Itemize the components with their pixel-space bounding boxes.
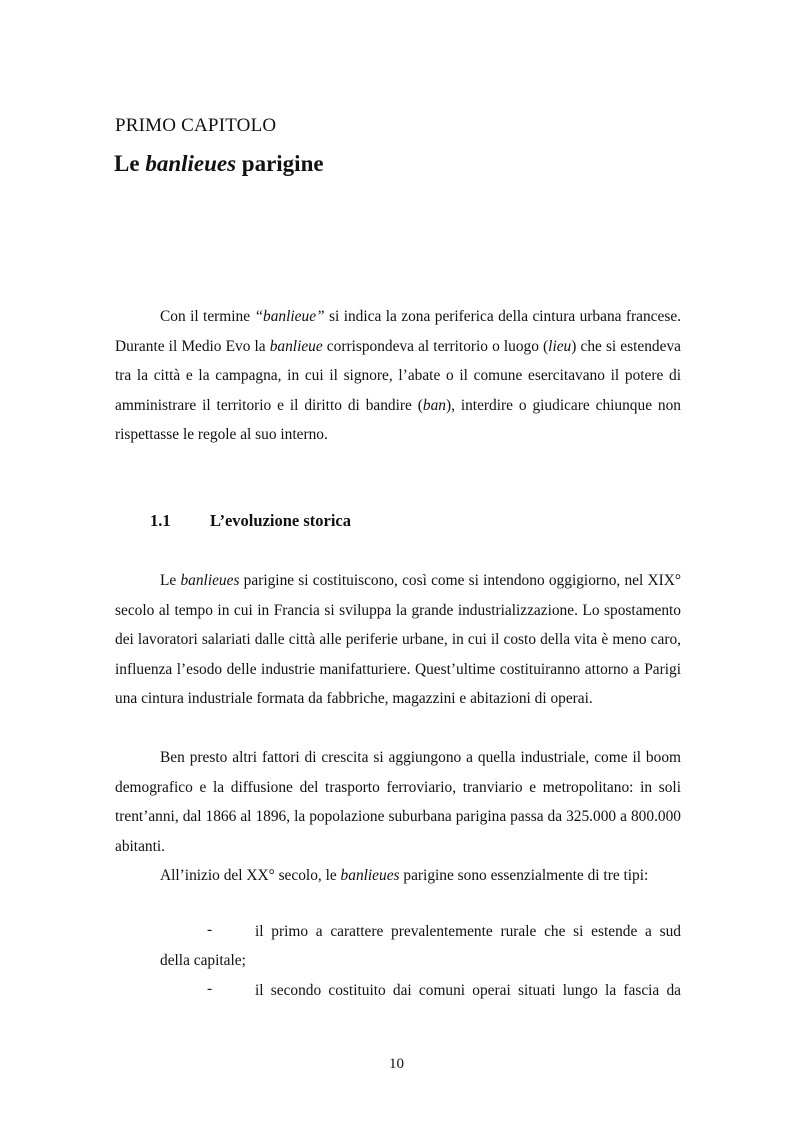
para2-text: Ben presto altri fattori di crescita si aggiungono a quella industriale, come il boom demografico e la diffusione del trasporto ferroviario, tranviario e metropolitano: in soli trent’anni, dal 1866 al 1896, la popolazione suburbana parigina passa da 325.000 a 800.000 abitanti. [115,749,681,855]
para1-text-1: Le [160,572,181,589]
chapter-title-pre: Le [114,151,146,176]
intro-text-4: ) che si estendeva tra la città e la campagna, in cui il signore, l’abate o il comune esercitavano il potere di amministrare il territorio e il diritto di bandire ( [115,337,681,414]
chapter-title-post: parigine [236,151,324,176]
para3-text-1: All’inizio del XX° secolo, le [160,867,341,884]
chapter-label: PRIMO CAPITOLO [115,115,277,136]
para3-text-2: parigine sono essenzialmente di tre tipi: [399,867,649,884]
intro-term-ban: ban [422,396,446,414]
intro-paragraph [115,302,681,450]
list-dash-2: - [207,980,213,997]
para3-term-banlieues: banlieues [340,867,400,884]
section-number: 1.1 [150,511,171,530]
paragraph-2 [115,743,681,861]
intro-text-3: corrispondeva al territorio o luogo ( [322,337,549,355]
para1-text-2: parigine si costituiscono, così come si intendono oggigiorno, nel XIX° secolo al tempo in cui in Francia si sviluppa la grande industrializzazione. Lo spostamento dei lavoratori salariati dalle città alle periferie urbane, in cui il costo della vita è meno caro, influenza l’esodo delle industrie manifatturiere. Quest’ultime costituiranno attorno a Parigi una cintura industriale formata da fabbriche, magazzini e abitazioni di operai. [115,572,681,708]
intro-text-1: Con il termine [160,308,255,325]
intro-term-banlieue-quoted: “banlieue” [254,308,325,325]
list-item-1-line-1: il primo a carattere prevalentemente rurale che si estende a sud [255,923,681,940]
chapter-title-italic: banlieues [145,151,237,176]
intro-term-lieu: lieu [548,337,572,355]
list-dash-1: - [207,921,213,938]
intro-term-banlieue: banlieue [269,337,323,355]
section-title: L’evoluzione storica [210,511,351,530]
paragraph-1 [115,566,681,714]
intro-text-2: si indica la zona periferica della cintura urbana francese. Durante il Medio Evo la [115,308,681,355]
paragraph-3 [115,861,681,891]
section-heading [150,511,351,531]
para1-term-banlieues: banlieues [180,572,240,589]
page-number: 10 [389,1056,404,1072]
intro-text-5: ), interdire o giudicare chiunque non rispettasse le regole al suo interno. [115,396,682,444]
list-item-2-line-1: il secondo costituito dai comuni operai situati lungo la fascia da [255,982,681,999]
chapter-title [114,151,324,177]
list-item-1-line-2: della capitale; [160,952,246,969]
